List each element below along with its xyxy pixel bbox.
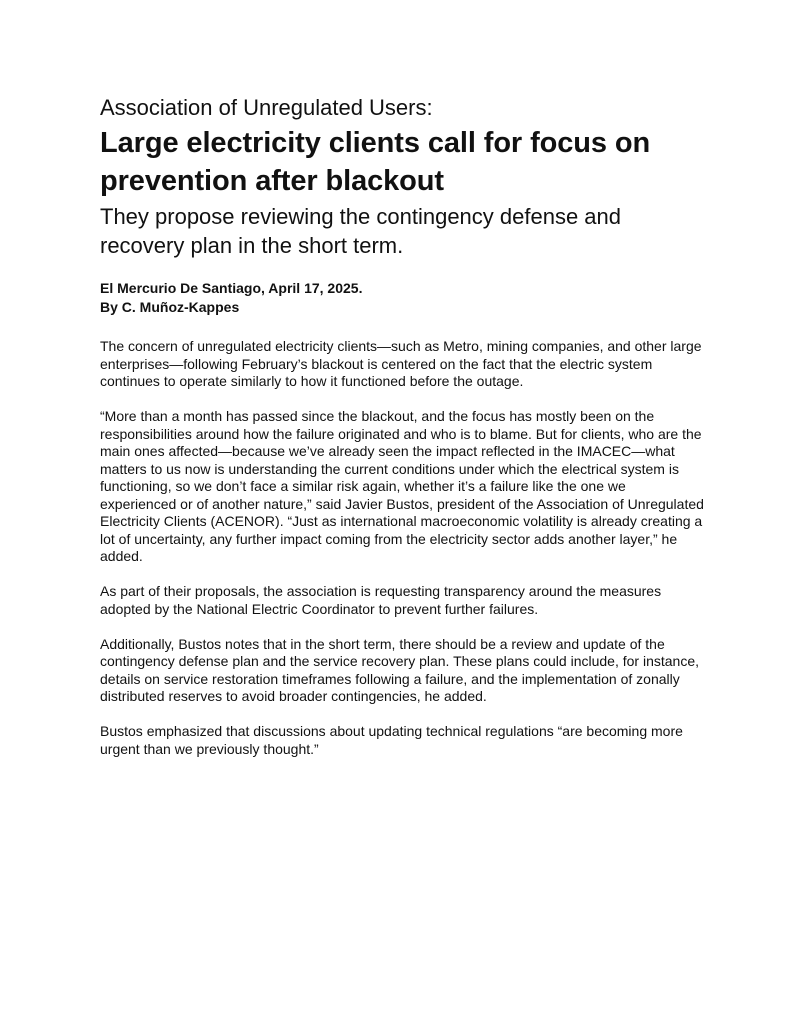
article-subhead: They propose reviewing the contingency defense and recovery plan in the short term. <box>100 204 622 258</box>
body-paragraph: “More than a month has passed since the blackout, and the focus has mostly been on the responsibilities around how the failure originated and who is to blame. But for clients, who are the main ones affected—because we’ve already seen the impact reflected in the IMACEC—what matters to us now is understanding the current conditions under which the electrical system is functioning, so we don’t face a similar risk again, whether it’s a failure like the one we experienced or of another nature,” said Javier Bustos, president of the Association of Unregulated Electricity Clients (ACENOR). “Just as international macroeconomic volatility is already creating a lot of uncertainty, any further impact coming from the electricity sector adds another layer,” he added. <box>100 408 704 564</box>
body-paragraph: Bustos emphasized that discussions about updating technical regulations “are becoming more urgent than we previously thought.” <box>100 723 683 757</box>
body-paragraph: Additionally, Bustos notes that in the short term, there should be a review and update of the contingency defense plan and the service recovery plan. These plans could include, for instance, details on service restoration timeframes following a failure, and the implementation of zonally distributed reserves to avoid broader contingencies, he added. <box>100 635 699 704</box>
author-line: By C. Muñoz-Kappes <box>100 299 240 315</box>
article <box>100 94 705 776</box>
article-kicker: Association of Unregulated Users: <box>100 95 433 120</box>
byline-block <box>100 279 705 317</box>
body-paragraph: As part of their proposals, the association is requesting transparency around the measures adopted by the National Electric Coordinator to prevent further failures. <box>100 583 662 617</box>
source-line: El Mercurio De Santiago, April 17, 2025. <box>100 280 363 296</box>
article-headline: Large electricity clients call for focus on prevention after blackout <box>100 127 651 197</box>
body-paragraph: The concern of unregulated electricity clients—such as Metro, mining companies, and other large enterprises—following February’s blackout is centered on the fact that the electric system continues to operate similarly to how it functioned before the outage. <box>100 338 702 389</box>
article-body <box>100 338 705 758</box>
